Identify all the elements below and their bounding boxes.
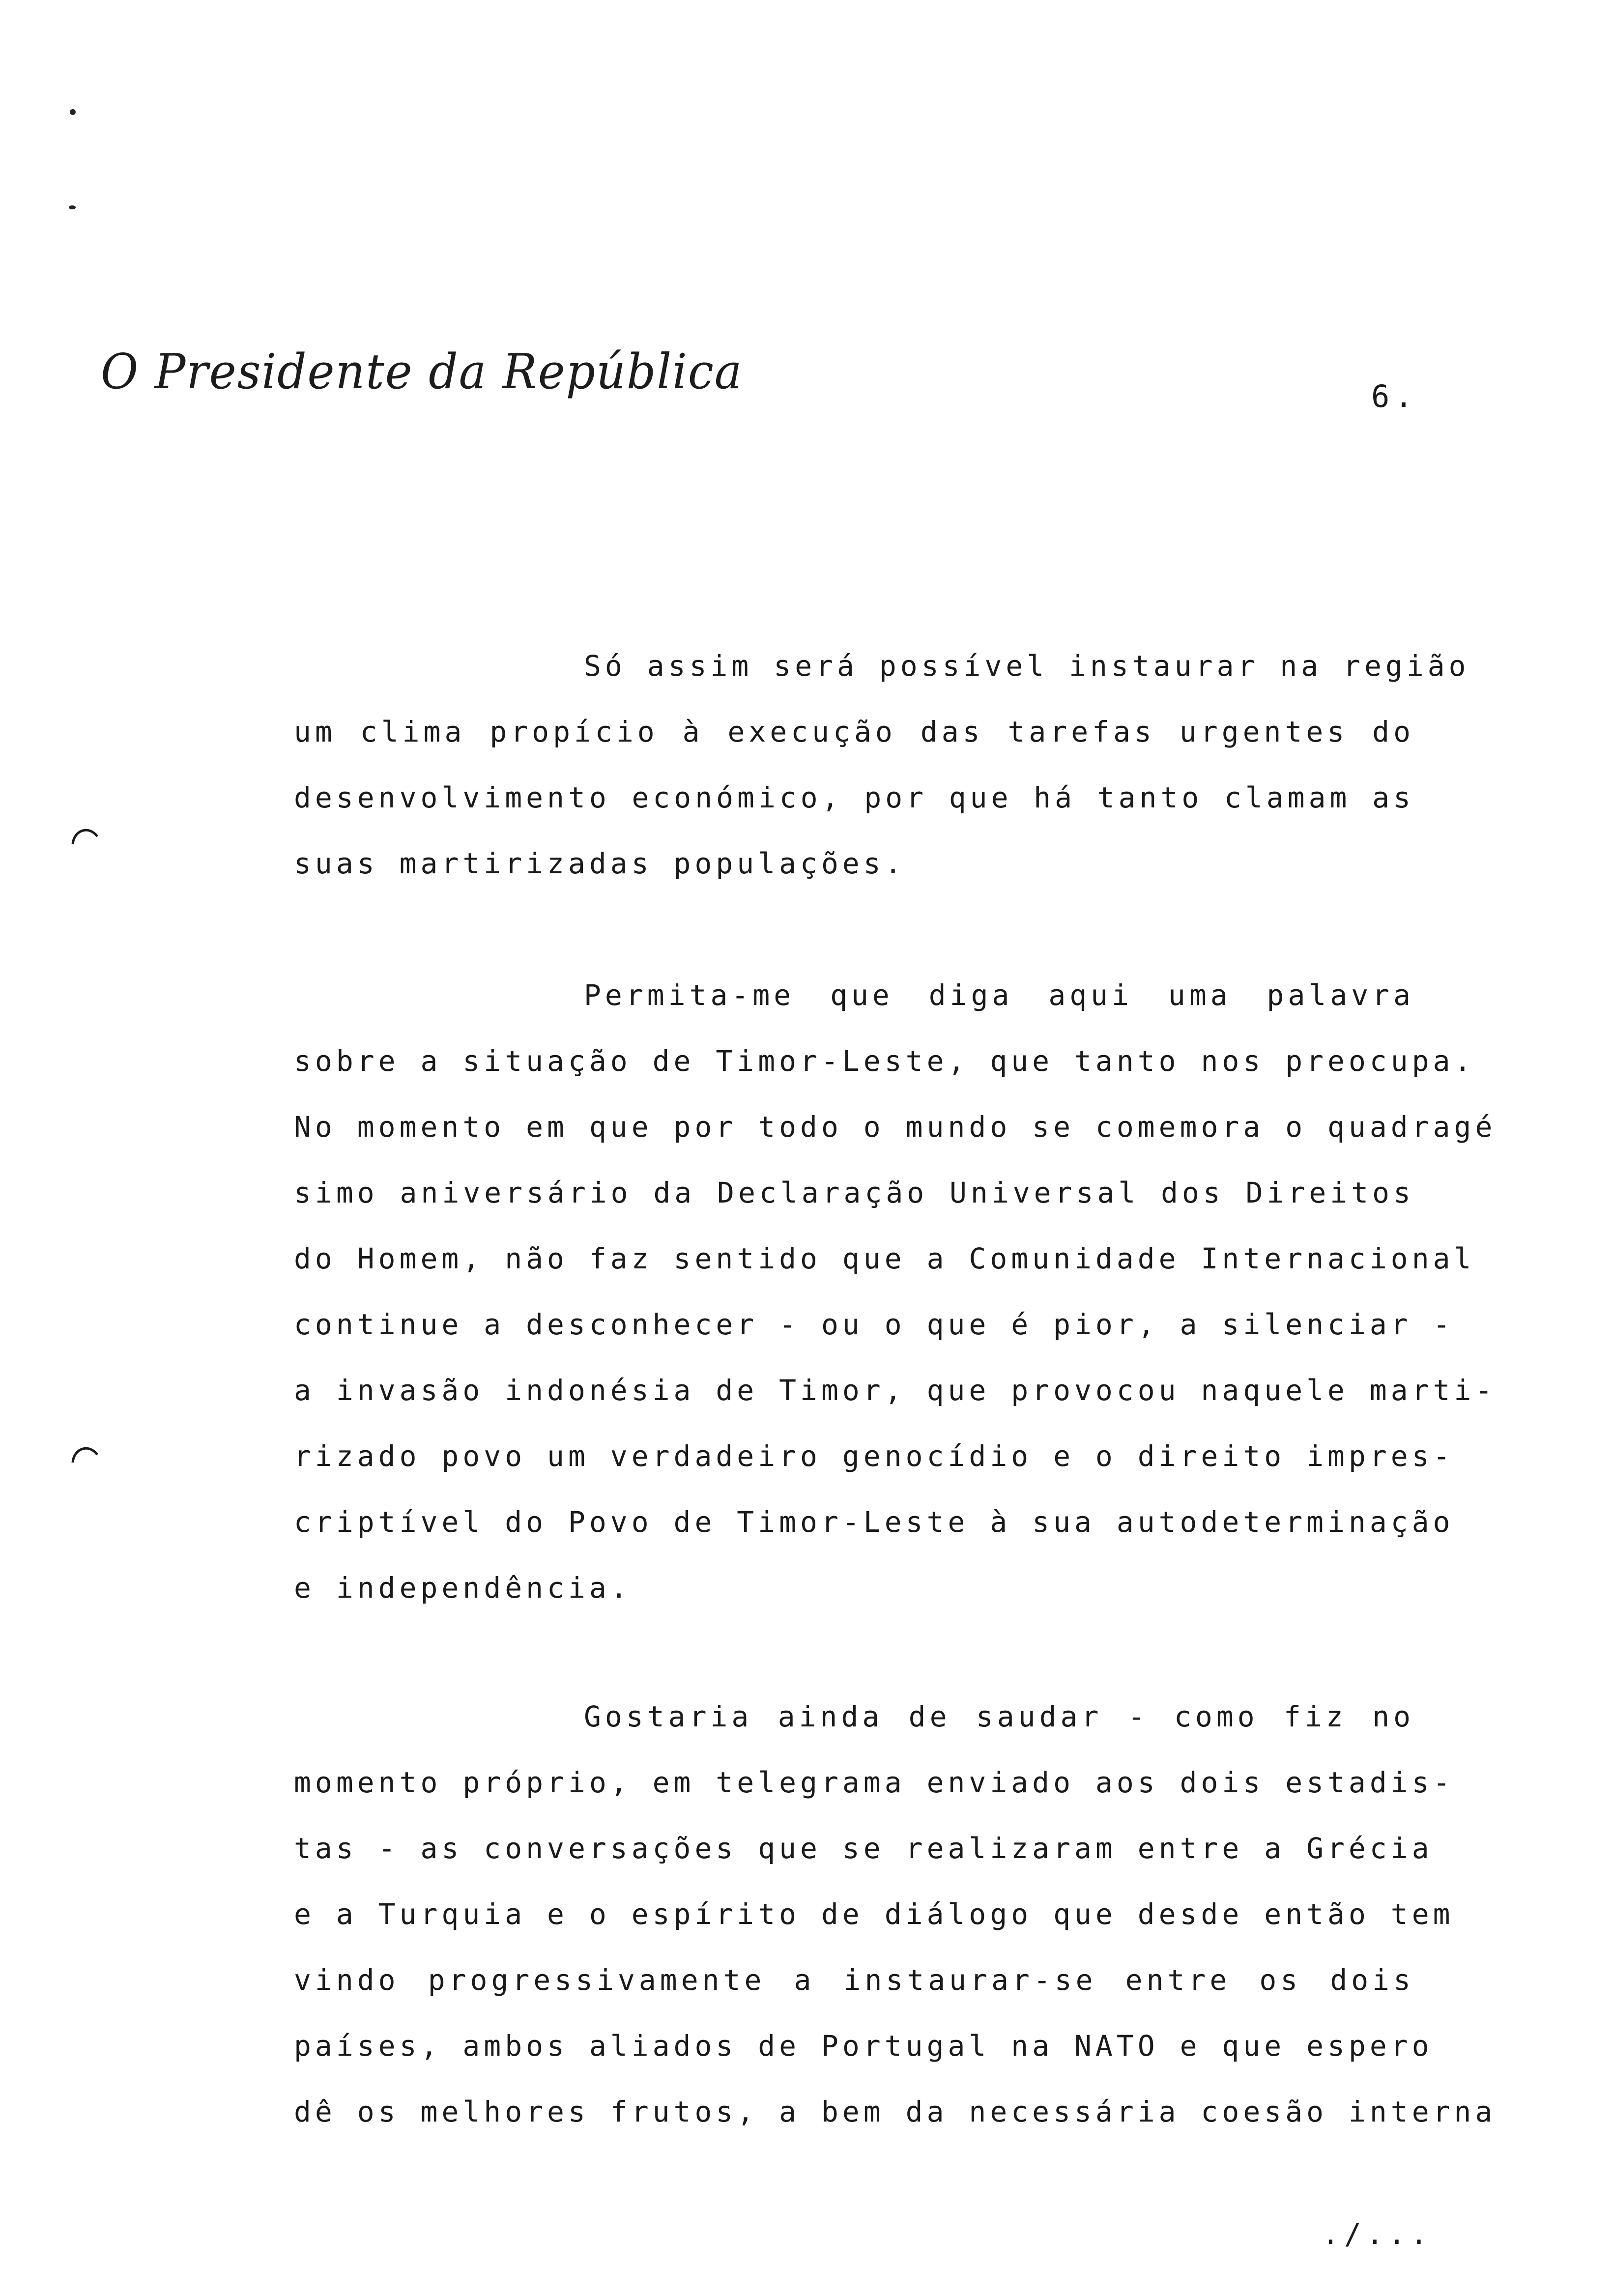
text-line: do Homem, não faz sentido que a Comunidade Internacional (294, 1242, 1475, 1275)
paragraph-2 (294, 962, 1497, 1621)
text-line: Só assim será possível instaurar na região (584, 649, 1470, 683)
text-line: suas martirizadas populações. (294, 847, 906, 880)
text-line: dê os melhores frutos, a bem da necessária coesão interna (294, 2095, 1497, 2128)
hole-punch-mark-icon (69, 1439, 98, 1468)
text-line: continue a desconhecer - ou o que é pior, a silenciar - (294, 1308, 1454, 1341)
continuation-mark: ./... (1322, 2217, 1433, 2251)
text-line: e a Turquia e o espírito de diálogo que desde então tem (294, 1897, 1454, 1931)
paragraph-1 (294, 633, 1470, 896)
text-line: momento próprio, em telegrama enviado aos dois estadis- (294, 1766, 1454, 1799)
text-line: criptível do Povo de Timor-Leste à sua autodeterminação (294, 1505, 1454, 1539)
text-line: e independência. (294, 1571, 632, 1605)
text-line: a invasão indonésia de Timor, que provocou naquele marti- (294, 1374, 1497, 1407)
paragraph-3 (294, 1684, 1497, 2145)
text-line: desenvolvimento económico, por que há tanto clamam as (294, 781, 1414, 814)
text-line: um clima propício à execução das tarefas urgentes do (294, 715, 1414, 748)
text-line: Permita-me que diga aqui uma palavra (584, 978, 1414, 1012)
text-line: vindo progressivamente a instaurar-se entre os dois (294, 1963, 1414, 1997)
letterhead-title: O Presidente da República (101, 344, 743, 400)
text-line: No momento em que por todo o mundo se comemora o quadragé (294, 1110, 1497, 1144)
text-line: rizado povo um verdadeiro genocídio e o direito impres- (294, 1439, 1454, 1473)
hole-punch-mark-icon (69, 821, 98, 850)
scan-speck-1 (70, 109, 76, 115)
text-line: países, ambos aliados de Portugal na NATO e que espero (294, 2029, 1433, 2063)
text-line: tas - as conversações que se realizaram entre a Grécia (294, 1832, 1433, 1865)
scan-speck-2 (69, 205, 76, 209)
page-number: 6. (1371, 378, 1418, 414)
text-line: Gostaria ainda de saudar - como fiz no (584, 1700, 1414, 1733)
text-line: simo aniversário da Declaração Universal dos Direitos (294, 1176, 1414, 1209)
text-line: sobre a situação de Timor-Leste, que tanto nos preocupa. (294, 1044, 1475, 1078)
letterhead (101, 344, 743, 413)
